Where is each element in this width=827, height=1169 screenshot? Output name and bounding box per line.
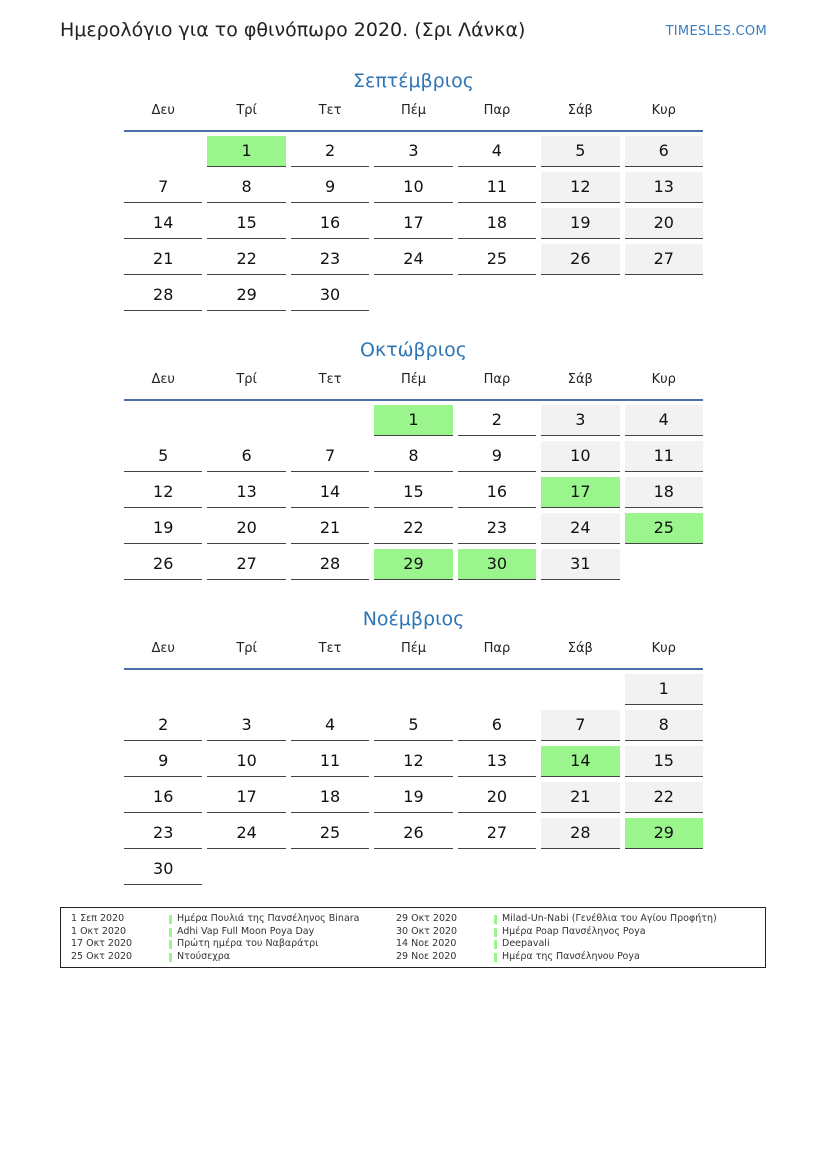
day-cell[interactable]: 23 — [291, 244, 369, 275]
day-cell[interactable]: 27 — [207, 549, 285, 580]
week-row — [124, 674, 703, 705]
day-cell[interactable]: 20 — [458, 782, 536, 813]
weekend-day-cell[interactable]: 20 — [625, 208, 703, 239]
weekday-label: Πέμ — [400, 103, 427, 118]
day-cell[interactable]: 2 — [458, 405, 536, 436]
week-row — [124, 477, 703, 508]
day-cell[interactable]: 25 — [458, 244, 536, 275]
weekday-label: Τρί — [236, 103, 257, 118]
legend-holiday-name: Ημέρα Poap Πανσέληνος Poya — [502, 925, 646, 937]
empty-day-cell — [207, 854, 285, 885]
legend-date: 30 Οκτ 2020 — [396, 925, 458, 937]
weeks-grid — [124, 405, 703, 580]
day-cell[interactable]: 21 — [124, 244, 202, 275]
week-row — [124, 782, 703, 813]
weekday-label: Παρ — [483, 641, 511, 656]
day-cell[interactable]: 4 — [458, 136, 536, 167]
day-cell[interactable]: 11 — [291, 746, 369, 777]
empty-day-cell — [207, 405, 285, 436]
day-cell[interactable]: 22 — [207, 244, 285, 275]
day-cell[interactable]: 5 — [124, 441, 202, 472]
day-cell[interactable]: 16 — [124, 782, 202, 813]
weekday-label: Σάβ — [567, 641, 593, 656]
legend-holiday-name: Adhi Vap Full Moon Poya Day — [177, 925, 315, 937]
weekday-label: Τετ — [318, 372, 342, 387]
day-cell[interactable]: 7 — [291, 441, 369, 472]
legend-holiday-name: Ντούσεχρα — [177, 950, 231, 962]
week-row — [124, 172, 703, 203]
empty-day-cell — [374, 674, 452, 705]
empty-day-cell — [458, 674, 536, 705]
brand-logo-text[interactable]: TIMESLES.COM — [665, 24, 767, 39]
weekend-day-cell[interactable]: 31 — [541, 549, 619, 580]
legend-holiday-name: Πρώτη ημέρα του Ναβαράτρι — [177, 938, 319, 950]
day-cell[interactable]: 14 — [291, 477, 369, 508]
empty-day-cell — [291, 405, 369, 436]
day-cell[interactable]: 3 — [374, 136, 452, 167]
weekend-day-cell[interactable]: 24 — [541, 513, 619, 544]
week-row — [124, 854, 703, 885]
holiday-color-marker — [494, 953, 497, 962]
day-cell[interactable]: 11 — [458, 172, 536, 203]
week-row — [124, 818, 703, 849]
legend-entry — [396, 926, 736, 939]
empty-day-cell — [541, 674, 619, 705]
holiday-day-cell[interactable]: 29 — [374, 549, 452, 580]
empty-day-cell — [541, 280, 619, 311]
day-cell[interactable]: 22 — [374, 513, 452, 544]
day-cell[interactable]: 16 — [291, 208, 369, 239]
day-cell[interactable]: 12 — [374, 746, 452, 777]
weekend-day-cell[interactable]: 22 — [625, 782, 703, 813]
weekend-day-cell[interactable]: 6 — [625, 136, 703, 167]
weekday-header — [124, 102, 703, 132]
weekend-day-cell[interactable]: 21 — [541, 782, 619, 813]
month-calendar — [124, 606, 703, 890]
day-cell[interactable]: 17 — [374, 208, 452, 239]
legend-date: 25 Οκτ 2020 — [71, 950, 133, 962]
legend-column-right — [396, 913, 736, 963]
day-cell[interactable]: 9 — [124, 746, 202, 777]
holiday-color-marker — [169, 928, 172, 937]
holiday-color-marker — [494, 928, 497, 937]
day-cell[interactable]: 24 — [207, 818, 285, 849]
legend-holiday-name: Milad-Un-Nabi (Γενέθλια του Αγίου Προφήτη) — [502, 913, 717, 924]
weekday-label: Κυρ — [651, 372, 676, 387]
weekday-header — [124, 640, 703, 670]
empty-day-cell — [124, 405, 202, 436]
legend-entry — [71, 951, 411, 964]
empty-day-cell — [625, 549, 703, 580]
day-cell[interactable]: 9 — [291, 172, 369, 203]
day-cell[interactable]: 18 — [458, 208, 536, 239]
week-row — [124, 208, 703, 239]
weekend-day-cell[interactable]: 27 — [625, 244, 703, 275]
legend-holiday-name: Ημέρα Πουλιά της Πανσέληνος Binara — [177, 913, 360, 924]
day-cell[interactable]: 27 — [458, 818, 536, 849]
week-row — [124, 710, 703, 741]
weekend-day-cell[interactable]: 5 — [541, 136, 619, 167]
legend-date: 17 Οκτ 2020 — [71, 938, 133, 950]
day-cell[interactable]: 28 — [124, 280, 202, 311]
legend-date: 1 Οκτ 2020 — [71, 925, 127, 937]
weekday-label: Δευ — [151, 103, 175, 118]
holiday-day-cell[interactable]: 1 — [374, 405, 452, 436]
day-cell[interactable]: 13 — [207, 477, 285, 508]
day-cell[interactable]: 28 — [291, 549, 369, 580]
empty-day-cell — [458, 854, 536, 885]
day-cell[interactable]: 6 — [207, 441, 285, 472]
week-row — [124, 441, 703, 472]
empty-day-cell — [124, 136, 202, 167]
weekend-day-cell[interactable]: 19 — [541, 208, 619, 239]
holiday-color-marker — [169, 915, 172, 924]
week-row — [124, 746, 703, 777]
day-cell[interactable]: 8 — [374, 441, 452, 472]
weekday-label: Παρ — [483, 103, 511, 118]
day-cell[interactable]: 10 — [207, 746, 285, 777]
weekday-label: Σάβ — [567, 372, 593, 387]
weekday-label: Τετ — [318, 641, 342, 656]
weeks-grid — [124, 674, 703, 885]
weekend-day-cell[interactable]: 28 — [541, 818, 619, 849]
weekend-day-cell[interactable]: 11 — [625, 441, 703, 472]
empty-day-cell — [374, 854, 452, 885]
day-cell[interactable]: 23 — [458, 513, 536, 544]
legend-holiday-name: Ημέρα της Πανσέληνου Poya — [502, 950, 640, 962]
weekday-label: Κυρ — [651, 641, 676, 656]
weekday-label: Κυρ — [651, 103, 676, 118]
empty-day-cell — [124, 674, 202, 705]
day-cell[interactable]: 23 — [124, 818, 202, 849]
day-cell[interactable]: 10 — [374, 172, 452, 203]
page-title: Ημερολόγιο για το φθινόπωρο 2020. (Σρι Λάνκα) — [60, 19, 526, 41]
legend-entry — [71, 913, 411, 926]
weekend-day-cell[interactable]: 8 — [625, 710, 703, 741]
day-cell[interactable]: 2 — [124, 710, 202, 741]
legend-column-left — [71, 913, 411, 963]
weekend-day-cell[interactable]: 3 — [541, 405, 619, 436]
month-title: Νοέμβριος — [362, 608, 465, 630]
weekday-label: Σάβ — [567, 103, 593, 118]
day-cell[interactable]: 8 — [207, 172, 285, 203]
weekend-day-cell[interactable]: 10 — [541, 441, 619, 472]
day-cell[interactable]: 17 — [207, 782, 285, 813]
weekday-label: Δευ — [151, 641, 175, 656]
week-row — [124, 549, 703, 580]
weekend-day-cell[interactable]: 12 — [541, 172, 619, 203]
holiday-day-cell[interactable]: 17 — [541, 477, 619, 508]
month-calendar — [124, 337, 703, 585]
day-cell[interactable]: 15 — [374, 477, 452, 508]
legend-entry — [71, 926, 411, 939]
week-row — [124, 244, 703, 275]
legend-date: 1 Σεπ 2020 — [71, 913, 125, 924]
weekend-day-cell[interactable]: 18 — [625, 477, 703, 508]
day-cell[interactable]: 13 — [458, 746, 536, 777]
weekday-label: Παρ — [483, 372, 511, 387]
holiday-color-marker — [494, 915, 497, 924]
day-cell[interactable]: 2 — [291, 136, 369, 167]
empty-day-cell — [291, 854, 369, 885]
day-cell[interactable]: 9 — [458, 441, 536, 472]
day-cell[interactable]: 14 — [124, 208, 202, 239]
day-cell[interactable]: 19 — [124, 513, 202, 544]
legend-entry — [396, 938, 736, 951]
day-cell[interactable]: 21 — [291, 513, 369, 544]
month-calendar — [124, 68, 703, 316]
week-row — [124, 513, 703, 544]
weekday-label: Τρί — [236, 641, 257, 656]
day-cell[interactable]: 26 — [124, 549, 202, 580]
weekday-label: Δευ — [151, 372, 175, 387]
empty-day-cell — [374, 280, 452, 311]
holiday-day-cell[interactable]: 29 — [625, 818, 703, 849]
legend-date: 29 Νοε 2020 — [396, 950, 457, 962]
weeks-grid — [124, 136, 703, 311]
holiday-day-cell[interactable]: 14 — [541, 746, 619, 777]
day-cell[interactable]: 25 — [291, 818, 369, 849]
legend-date: 14 Νοε 2020 — [396, 938, 457, 950]
weekend-day-cell[interactable]: 13 — [625, 172, 703, 203]
legend-holiday-name: Deepavali — [502, 938, 550, 950]
day-cell[interactable]: 16 — [458, 477, 536, 508]
day-cell[interactable]: 5 — [374, 710, 452, 741]
weekend-day-cell[interactable]: 7 — [541, 710, 619, 741]
weekday-header — [124, 371, 703, 401]
holiday-day-cell[interactable]: 1 — [207, 136, 285, 167]
holiday-day-cell[interactable]: 25 — [625, 513, 703, 544]
day-cell[interactable]: 4 — [291, 710, 369, 741]
week-row — [124, 405, 703, 436]
weekday-label: Τρί — [236, 372, 257, 387]
holiday-legend — [60, 907, 766, 968]
weekday-label: Τετ — [318, 103, 342, 118]
day-cell[interactable]: 3 — [207, 710, 285, 741]
empty-day-cell — [458, 280, 536, 311]
holiday-color-marker — [494, 940, 497, 949]
month-title: Σεπτέμβριος — [353, 70, 474, 92]
weekday-label: Πέμ — [400, 641, 427, 656]
weekend-day-cell[interactable]: 15 — [625, 746, 703, 777]
weekday-label: Πέμ — [400, 372, 427, 387]
holiday-day-cell[interactable]: 30 — [458, 549, 536, 580]
day-cell[interactable]: 6 — [458, 710, 536, 741]
day-cell[interactable]: 18 — [291, 782, 369, 813]
weekend-day-cell[interactable]: 1 — [625, 674, 703, 705]
day-cell[interactable]: 30 — [124, 854, 202, 885]
holiday-color-marker — [169, 940, 172, 949]
day-cell[interactable]: 12 — [124, 477, 202, 508]
day-cell[interactable]: 29 — [207, 280, 285, 311]
empty-day-cell — [207, 674, 285, 705]
weekend-day-cell[interactable]: 26 — [541, 244, 619, 275]
empty-day-cell — [625, 854, 703, 885]
month-title: Οκτώβριος — [360, 339, 467, 361]
empty-day-cell — [541, 854, 619, 885]
day-cell[interactable]: 26 — [374, 818, 452, 849]
day-cell[interactable]: 30 — [291, 280, 369, 311]
empty-day-cell — [625, 280, 703, 311]
legend-entry — [396, 913, 736, 926]
day-cell[interactable]: 19 — [374, 782, 452, 813]
day-cell[interactable]: 15 — [207, 208, 285, 239]
legend-entry — [396, 951, 736, 964]
day-cell[interactable]: 7 — [124, 172, 202, 203]
legend-date: 29 Οκτ 2020 — [396, 913, 458, 924]
empty-day-cell — [291, 674, 369, 705]
week-row — [124, 136, 703, 167]
day-cell[interactable]: 20 — [207, 513, 285, 544]
week-row — [124, 280, 703, 311]
holiday-color-marker — [169, 953, 172, 962]
legend-entry — [71, 938, 411, 951]
day-cell[interactable]: 24 — [374, 244, 452, 275]
weekend-day-cell[interactable]: 4 — [625, 405, 703, 436]
